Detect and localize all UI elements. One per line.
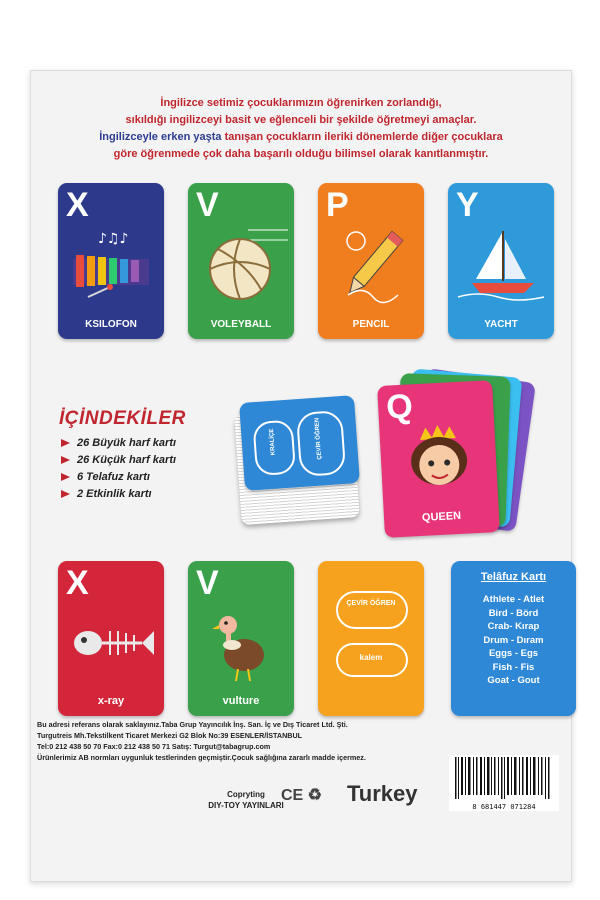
intro-line-2: sıkıldığı ingilizceyi basit ve eğlenceli bir şekilde öğretmeyi amaçlar.	[125, 114, 477, 126]
intro-line-3-rest: tanışan çocukların ileriki dönemlerde diğer çocuklara	[221, 131, 503, 143]
footer-line: Bu adresi referans olarak saklayınız.Taba Grup Yayıncılık İnş. San. İç ve Dış Ticaret Ltd. Şti.	[37, 720, 348, 729]
volleyball-icon	[188, 225, 294, 307]
contents-item: 26 Büyük harf kartı	[61, 435, 176, 452]
activity-word: kalem	[359, 653, 383, 662]
intro-line-3	[31, 129, 571, 146]
card-vulture	[188, 561, 294, 716]
card-letter: Y	[456, 186, 479, 224]
card-back-text: KRALİÇE	[268, 428, 277, 456]
card-pencil	[318, 183, 424, 339]
triangle-icon	[61, 473, 70, 481]
contents-item: 26 Küçük harf kartı	[61, 452, 176, 469]
triangle-icon	[61, 490, 70, 498]
intro-line-4: göre öğrenmede çok daha başarılı olduğu bilimsel olarak kanıtlanmıştır.	[113, 148, 489, 160]
pencil-icon	[318, 225, 424, 307]
footer-line: Turgutreis Mh.Tekstilkent Ticaret Merkezi G2 Blok No:39 ESENLER/İSTANBUL	[37, 731, 303, 740]
card-label: vulture	[222, 695, 260, 707]
sailboat-icon	[448, 225, 554, 307]
queen-icon	[379, 414, 498, 502]
card-back-text: ÇEVİR ÖĞREN	[314, 417, 324, 460]
card-yacht	[448, 183, 554, 339]
copyright: Copryting DIY-TOY YAYINLARI	[208, 790, 284, 810]
intro-highlight: İngilizceyle erken yaşta	[99, 131, 222, 143]
made-in-turkey: Turkey	[347, 781, 418, 806]
card-stack	[236, 371, 556, 551]
card-letter: P	[326, 186, 349, 224]
intro-text	[31, 95, 571, 163]
activity-oval	[336, 591, 408, 629]
pronunciation-item: Eggs - Egs	[488, 648, 539, 659]
ce-recycle-mark: CE ♻	[281, 787, 323, 804]
fish-skeleton-icon	[58, 603, 164, 685]
card-label: VOLEYBALL	[210, 319, 272, 330]
card-back	[239, 395, 360, 491]
contents-list	[61, 435, 176, 503]
barcode-bars-icon	[449, 757, 559, 801]
triangle-icon	[61, 439, 70, 447]
card-letter: V	[196, 564, 219, 602]
xylophone-icon	[58, 225, 164, 307]
pronunciation-item: Athlete - Atlet	[482, 594, 545, 605]
card-letter: X	[66, 186, 89, 224]
card-letter: X	[66, 564, 89, 602]
contents-title: İÇİNDEKİLER	[59, 408, 186, 429]
card-ksilofon	[58, 183, 164, 339]
box-back-panel	[30, 70, 572, 882]
card-queen	[377, 380, 500, 538]
pronunciation-item: Bird - Börd	[488, 607, 539, 619]
card-label: KSILOFON	[85, 319, 137, 330]
pronunciation-list	[451, 593, 576, 688]
footer-line: Ürünlerimiz AB normları uygunluk testlerinden geçmiştir.Çocuk sağlığına zararlı madde içermez.	[37, 753, 366, 762]
contents-item: 2 Etkinlik kartı	[61, 486, 176, 503]
pronunciation-title: Telâfuz Kartı	[480, 571, 547, 583]
card-label: PENCIL	[352, 319, 390, 330]
pronunciation-card	[451, 561, 576, 716]
pronunciation-item: Drum - Dıram	[483, 634, 544, 646]
barcode	[449, 755, 559, 811]
card-label: x-ray	[97, 695, 125, 707]
triangle-icon	[61, 456, 70, 464]
card-letter: Q	[385, 387, 414, 427]
footer-line: Tel:0 212 438 50 70 Fax:0 212 438 50 71 Satış: Turgut@tabagrup.com	[37, 742, 271, 751]
svg-text:♪♫♪: ♪♫♪	[98, 231, 129, 247]
card-volleyball	[188, 183, 294, 339]
vulture-icon	[188, 603, 294, 685]
intro-line-1: İngilizce setimiz çocuklarımızın öğrenirken zorlandığı,	[160, 97, 442, 109]
activity-title: ÇEVİR ÖĞREN	[346, 600, 396, 607]
card-label: YACHT	[484, 319, 518, 330]
card-xray	[58, 561, 164, 716]
pronunciation-item: Goat - Gout	[487, 675, 540, 686]
card-activity	[318, 561, 424, 716]
card-letter: V	[196, 186, 219, 224]
card-label: QUEEN	[421, 509, 462, 524]
pronunciation-item: Crab- Kırap	[487, 621, 540, 632]
barcode-number: 8 681447 071284	[472, 803, 536, 811]
contents-item: 6 Telafuz kartı	[61, 469, 176, 486]
pronunciation-item: Fish - Fis	[492, 661, 535, 673]
